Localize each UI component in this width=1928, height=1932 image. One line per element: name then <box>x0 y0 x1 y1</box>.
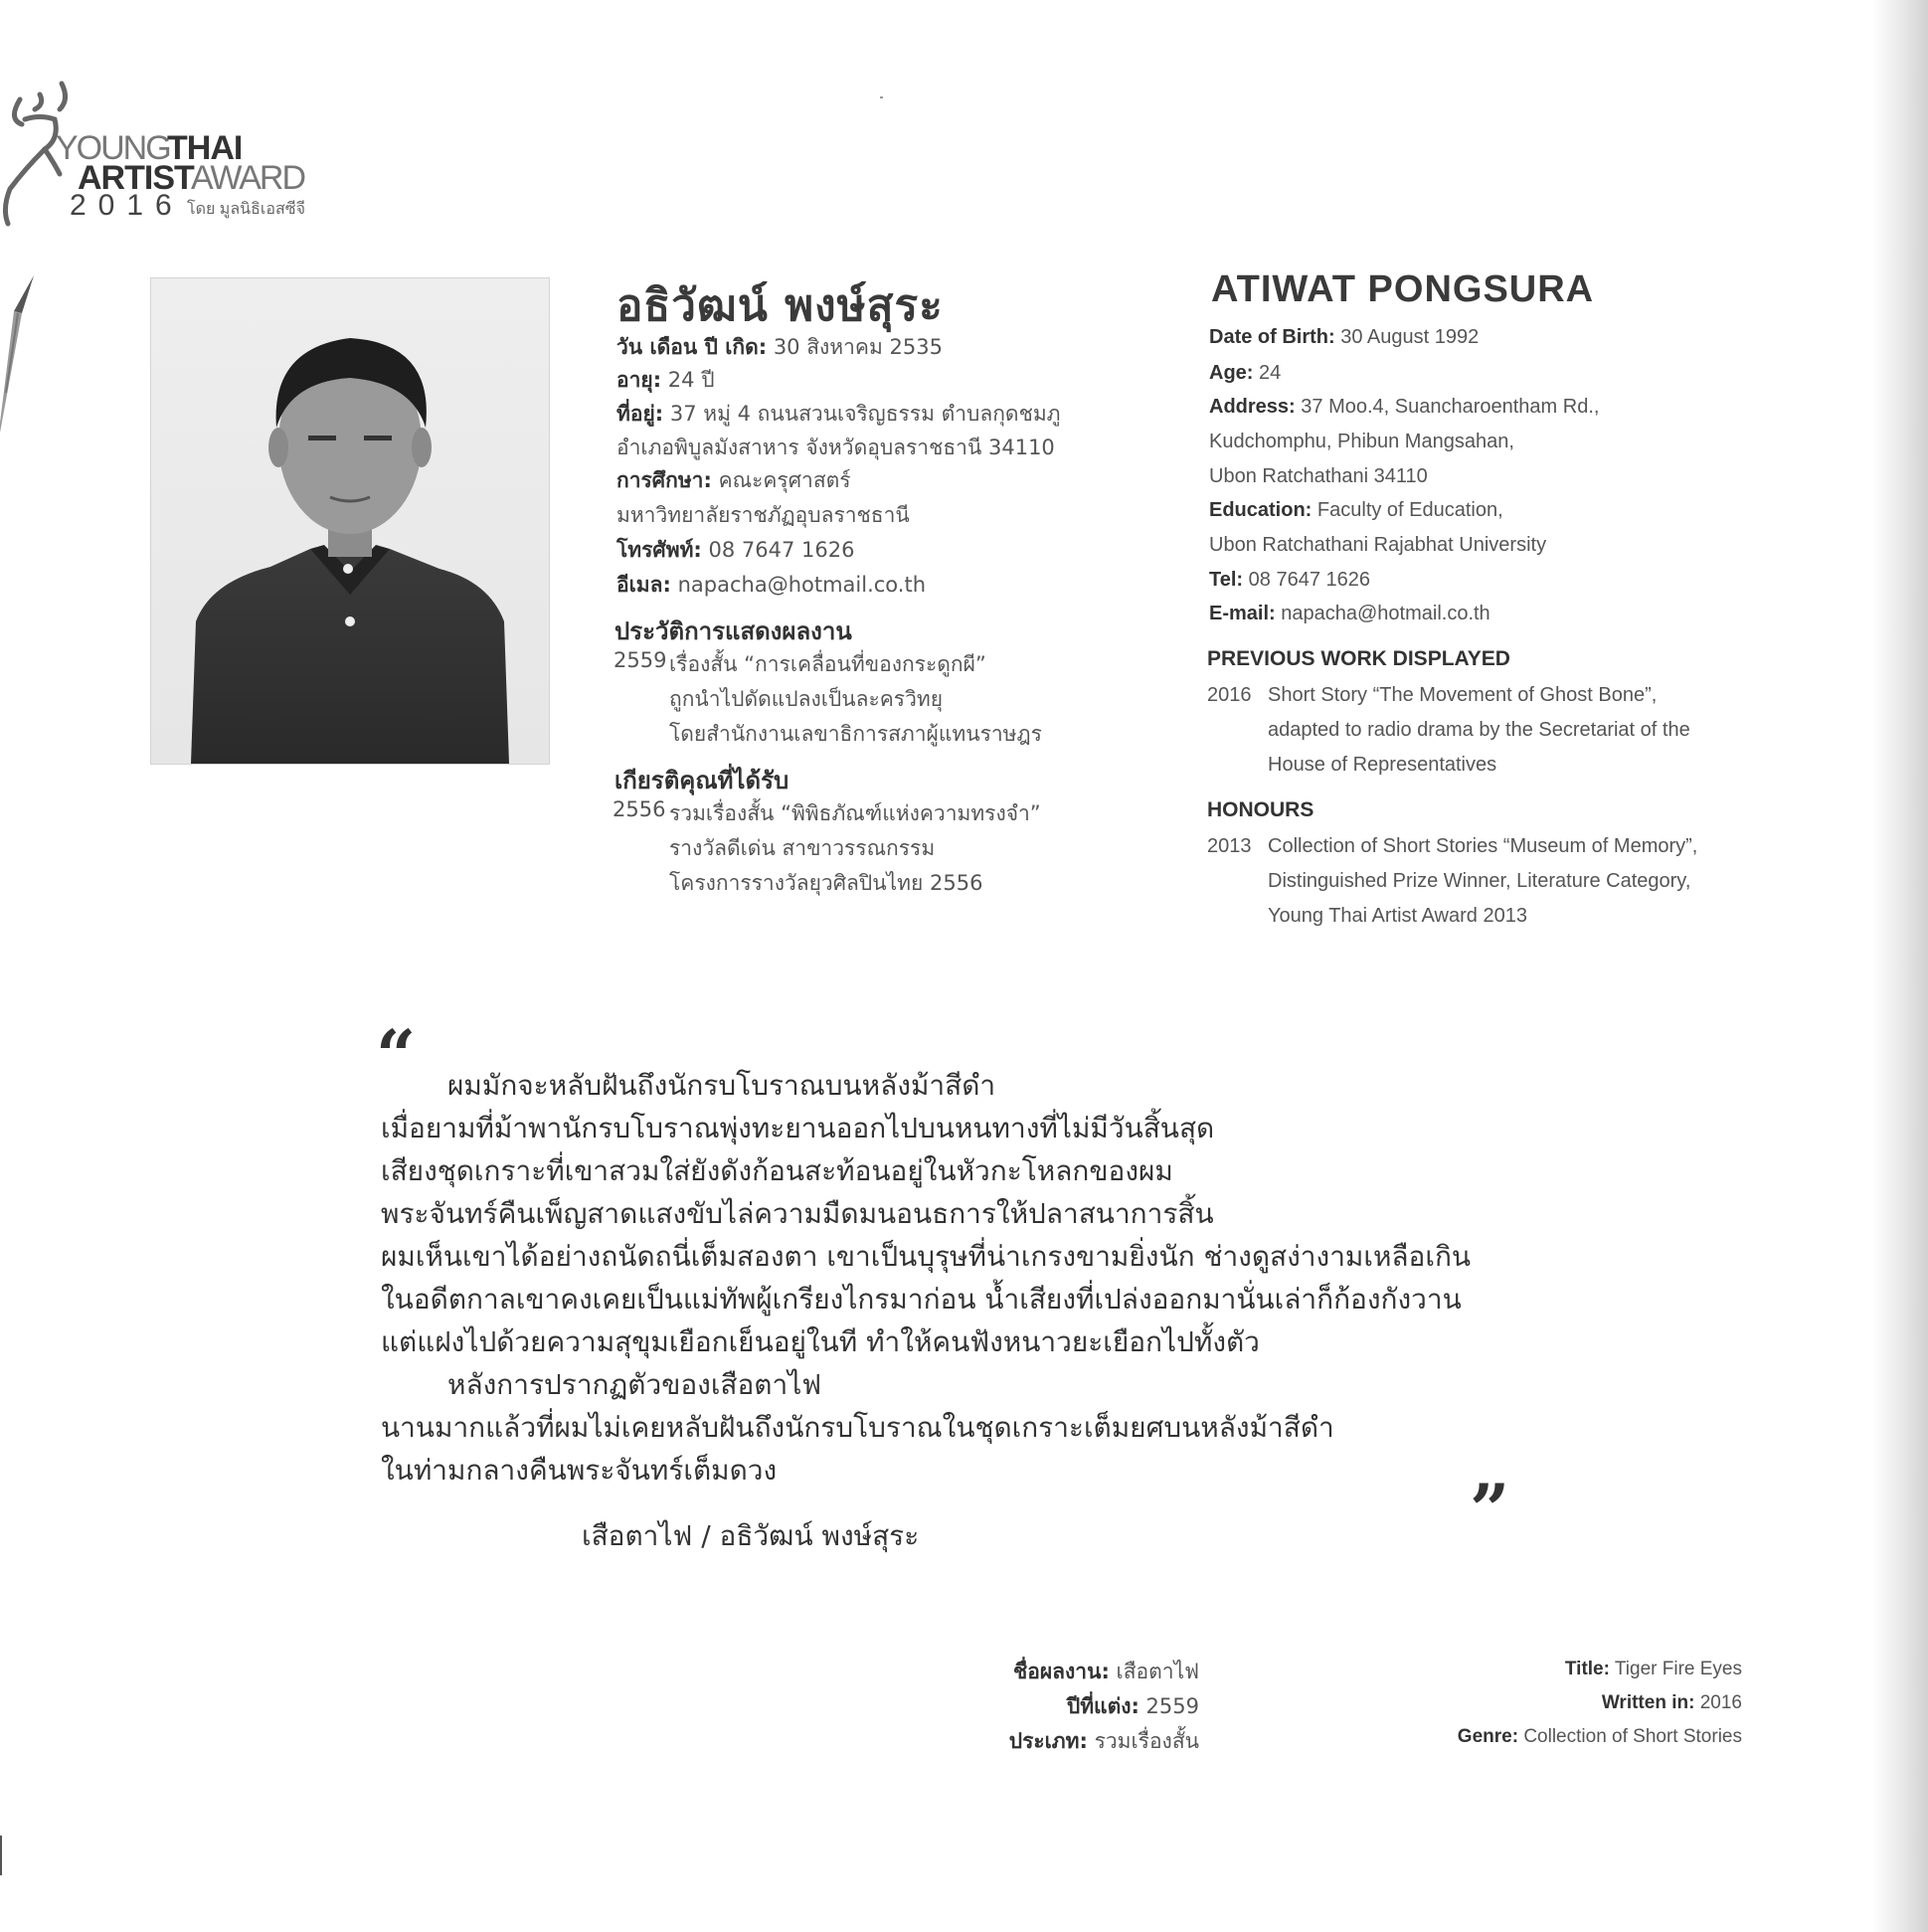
thai-honours-year: 2556 <box>613 797 666 821</box>
work-title-thai-line <box>1013 1656 1199 1688</box>
quote-line-5: ผมเห็นเขาได้อย่างถนัดถนี่เต็มสองตา เขาเป็นบุรุษที่น่าเกรงขามยิ่งนัก ช่างดูสง่างามเหลือเกิน <box>381 1240 1472 1273</box>
logo-young: YOUNG <box>56 129 170 167</box>
quote-line-3: เสียงชุดเกราะที่เขาสวมใส่ยังดังก้อนสะท้อนอยู่ในหัวกะโหลกของผม <box>381 1154 1173 1187</box>
logo-year: 2016 <box>70 189 184 222</box>
thai-age-label: อายุ: <box>616 368 662 392</box>
fountain-pen-icon <box>0 273 40 433</box>
thai-dob-label: วัน เดือน ปี เกิด: <box>616 335 768 359</box>
thai-address-value-1: 37 หมู่ 4 ถนนสวนเจริญธรรม ตำบลกุดชมภู <box>669 402 1061 426</box>
page-spine-shadow <box>1872 0 1928 1932</box>
artist-name-english: ATIWAT PONGSURA <box>1211 268 1595 310</box>
english-education-value-2: Ubon Ratchathani Rajabhat University <box>1209 534 1547 556</box>
thai-exhibition-line-2: ถูกนำไปดัดแปลงเป็นละครวิทยุ <box>669 687 944 711</box>
quote-line-6: ในอดีตกาลเขาคงเคยเป็นแม่ทัพผู้เกรียงไกรมาก่อน น้ำเสียงที่เปล่งออกมานั่นเล่าก็ก้องกังวาน <box>381 1283 1462 1316</box>
thai-exhibition-year: 2559 <box>613 648 667 672</box>
artist-name-thai: อธิวัฒน์ พงษ์สุระ <box>616 280 944 331</box>
page-edge-mark <box>0 1836 2 1875</box>
english-exhibition-title: PREVIOUS WORK DISPLAYED <box>1207 647 1510 670</box>
thai-email-label: อีเมล: <box>616 573 671 597</box>
work-title-english-label: Title: <box>1564 1659 1610 1679</box>
english-address-value-1: 37 Moo.4, Suancharoentham Rd., <box>1301 396 1600 418</box>
thai-honours-line-3: โครงการรางวัลยุวศิลปินไทย 2556 <box>669 871 983 895</box>
english-age-label: Age: <box>1209 362 1254 384</box>
logo-by-scg: โดย มูลนิธิเอสซีจี <box>187 201 305 218</box>
work-year-thai-label: ปีที่แต่ง: <box>1066 1694 1139 1718</box>
thai-address-label: ที่อยู่: <box>616 402 664 426</box>
quote-line-7: แต่แฝงไปด้วยความสุขุมเยือกเย็นอยู่ในที ทำให้คนฟังหนาวยะเยือกไปทั้งตัว <box>381 1325 1260 1358</box>
work-genre-thai-label: ประเภท: <box>1008 1729 1088 1753</box>
english-exhibition-line-3: House of Representatives <box>1268 754 1497 776</box>
english-honours-title: HONOURS <box>1207 798 1315 821</box>
work-genre-english-value: Collection of Short Stories <box>1523 1726 1742 1747</box>
open-quote-mark: “ <box>376 1014 417 1097</box>
english-exhibition-line-2: adapted to radio drama by the Secretariat of the <box>1268 719 1690 741</box>
english-honours-line-3: Young Thai Artist Award 2013 <box>1268 905 1527 927</box>
thai-age-value: 24 ปี <box>667 368 715 392</box>
english-tel-label: Tel: <box>1209 569 1244 591</box>
thai-age-line <box>616 364 715 397</box>
thai-education-line <box>616 464 851 497</box>
work-year-thai-line <box>1067 1690 1199 1723</box>
work-title-thai-label: ชื่อผลงาน: <box>1013 1660 1110 1683</box>
work-title-thai-value: เสือตาไฟ <box>1116 1660 1199 1683</box>
english-age-value: 24 <box>1259 362 1282 384</box>
english-address-line <box>1209 396 1599 419</box>
work-genre-thai-line <box>1009 1725 1199 1758</box>
work-genre-english-line <box>1458 1726 1742 1748</box>
english-dob-label: Date of Birth: <box>1209 326 1335 348</box>
thai-education-label: การศึกษา: <box>616 468 712 492</box>
english-email-value: napacha@hotmail.co.th <box>1281 603 1490 624</box>
thai-email-line <box>616 569 926 602</box>
thai-education-value-1: คณะครุศาสตร์ <box>718 468 851 492</box>
thai-exhibition-line-3: โดยสำนักงานเลขาธิการสภาผู้แทนราษฎร <box>669 722 1042 746</box>
thai-exhibition-title: ประวัติการแสดงผลงาน <box>614 617 852 645</box>
english-dob-value: 30 August 1992 <box>1340 326 1480 348</box>
english-address-label: Address: <box>1209 396 1296 418</box>
english-education-line <box>1209 499 1503 522</box>
english-exhibition-year: 2016 <box>1207 684 1252 706</box>
work-year-thai-value: 2559 <box>1145 1694 1199 1718</box>
quote-line-8: หลังการปรากฏตัวของเสือตาไฟ <box>447 1368 822 1401</box>
english-dob-line <box>1209 326 1479 349</box>
english-education-label: Education: <box>1209 499 1313 521</box>
english-honours-line-1: Collection of Short Stories “Museum of Memory”, <box>1268 835 1698 857</box>
quote-attribution: เสือตาไฟ / อธิวัฒน์ พงษ์สุระ <box>582 1519 920 1552</box>
thai-address-value-2: อำเภอพิบูลมังสาหาร จังหวัดอุบลราชธานี 34110 <box>616 436 1055 459</box>
artist-portrait-photo <box>150 277 550 765</box>
quote-line-4: พระจันทร์คืนเพ็ญสาดแสงขับไล่ความมืดมนอนธการให้ปลาสนาการสิ้น <box>381 1197 1214 1230</box>
work-year-english-line <box>1602 1692 1742 1714</box>
work-year-english-value: 2016 <box>1699 1692 1742 1713</box>
english-education-value-1: Faculty of Education, <box>1316 499 1503 521</box>
english-age-line <box>1209 362 1281 385</box>
thai-dob-line <box>616 331 943 364</box>
print-speck <box>880 96 883 98</box>
english-tel-line <box>1209 569 1370 592</box>
english-tel-value: 08 7647 1626 <box>1248 569 1370 591</box>
thai-honours-line-1: รวมเรื่องสั้น “พิพิธภัณฑ์แห่งความทรงจำ” <box>669 801 1041 825</box>
english-email-label: E-mail: <box>1209 603 1276 624</box>
logo-artist: ARTIST <box>78 159 194 197</box>
work-year-english-label: Written in: <box>1601 1692 1695 1713</box>
logo-award: AWARD <box>191 159 305 197</box>
young-thai-artist-award-logo <box>0 80 305 229</box>
quote-line-10: ในท่ามกลางคืนพระจันทร์เต็มดวง <box>381 1454 778 1487</box>
thai-education-value-2: มหาวิทยาลัยราชภัฏอุบลราชธานี <box>616 503 910 527</box>
english-honours-line-2: Distinguished Prize Winner, Literature Category, <box>1268 870 1691 892</box>
work-title-english-value: Tiger Fire Eyes <box>1614 1659 1742 1679</box>
work-genre-thai-value: รวมเรื่องสั้น <box>1094 1729 1199 1753</box>
quote-line-2: เมื่อยามที่ม้าพานักรบโบราณพุ่งทะยานออกไปบนหนทางที่ไม่มีวันสิ้นสุด <box>381 1112 1215 1144</box>
thai-tel-value: 08 7647 1626 <box>708 538 855 562</box>
english-address-value-2: Kudchomphu, Phibun Mangsahan, <box>1209 431 1514 452</box>
thai-honours-title: เกียรติคุณที่ได้รับ <box>614 767 789 794</box>
english-email-line <box>1209 603 1490 625</box>
work-genre-english-label: Genre: <box>1457 1726 1519 1747</box>
work-title-english-line <box>1565 1659 1742 1680</box>
thai-tel-label: โทรศัพท์: <box>616 538 702 562</box>
thai-tel-line <box>616 534 854 567</box>
english-exhibition-line-1: Short Story “The Movement of Ghost Bone”, <box>1268 684 1658 706</box>
thai-address-line <box>616 398 1061 431</box>
english-honours-year: 2013 <box>1207 835 1252 857</box>
thai-exhibition-line-1: เรื่องสั้น “การเคลื่อนที่ของกระดูกผี” <box>669 652 986 676</box>
logo-thai: THAI <box>167 129 243 167</box>
quote-line-9: นานมากแล้วที่ผมไม่เคยหลับฝันถึงนักรบโบราณในชุดเกราะเต็มยศบนหลังม้าสีดำ <box>381 1411 1334 1444</box>
english-address-value-3: Ubon Ratchathani 34110 <box>1209 465 1428 487</box>
close-quote-mark: ” <box>1470 1469 1510 1551</box>
thai-dob-value: 30 สิงหาคม 2535 <box>773 335 943 359</box>
thai-email-value: napacha@hotmail.co.th <box>677 573 926 597</box>
quote-line-1: ผมมักจะหลับฝันถึงนักรบโบราณบนหลังม้าสีดำ <box>447 1069 996 1102</box>
thai-honours-line-2: รางวัลดีเด่น สาขาวรรณกรรม <box>669 836 936 860</box>
